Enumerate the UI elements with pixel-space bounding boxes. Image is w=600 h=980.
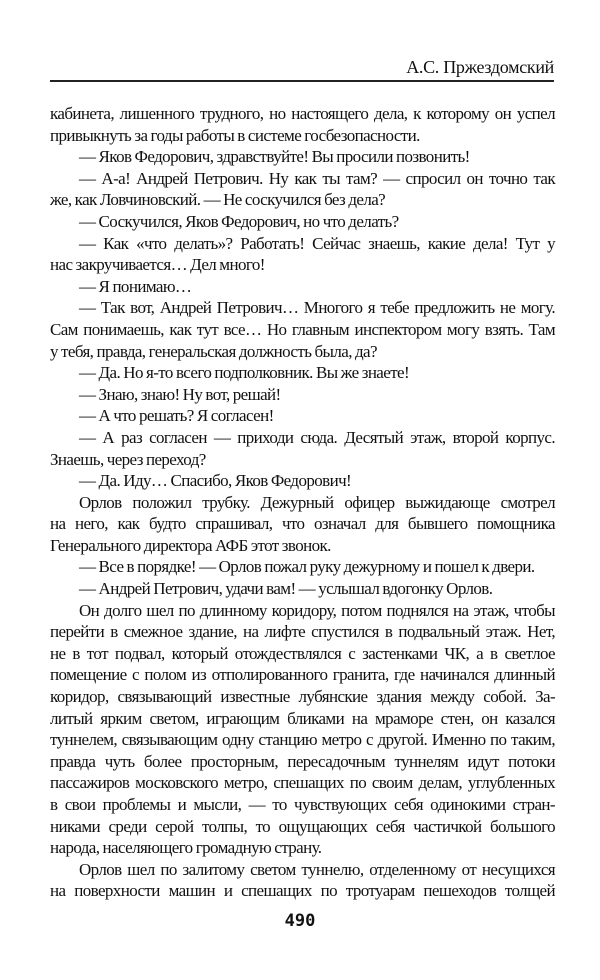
text-line: Сам понимаешь, как тут все… Но главным инспектором могу взять. Там	[50, 319, 555, 339]
text-line: привыкнуть за годы работы в системе госбезопасности.	[50, 125, 420, 145]
text-line: — Знаю, знаю! Ну вот, решай!	[79, 384, 281, 404]
text-line: на него, как будто спрашивал, что означал для бывшего помощника	[50, 514, 555, 534]
text-line: народа, населяющего громадную страну.	[50, 838, 322, 858]
text-line: же, как Ловчиновский. — Не соскучился без дела?	[50, 190, 386, 210]
text-line: — А раз согласен — приходи сюда. Десятый этаж, второй корпус.	[79, 427, 555, 447]
text-line: не в тот подвал, который отождествлялся с застенками ЧК, а в светлое	[50, 643, 555, 663]
text-line: — А-а! Андрей Петрович. Ну как ты там? — спросил он точно так	[79, 168, 555, 188]
text-line: — Так вот, Андрей Петрович… Многого я тебе предложить не могу.	[79, 298, 555, 318]
text-line: в свои проблемы и мысли, — то чувствующих себя одинокими стран-	[50, 795, 555, 814]
text-line: на поверхности машин и спешащих по тротуарам пешеходов толщей	[50, 881, 555, 901]
text-line: — Яков Федорович, здравствуйте! Вы просили позвонить!	[79, 147, 470, 167]
text-line: у тебя, правда, генеральская должность была, да?	[50, 341, 377, 361]
text-line: — Соскучился, Яков Федорович, но что делать?	[79, 211, 399, 231]
text-line: литый ярким светом, играющим бликами на мраморе стен, он казался	[50, 708, 555, 728]
text-line: Орлов положил трубку. Дежурный офицер выжидающе смотрел	[79, 492, 555, 512]
page-body-text	[50, 103, 555, 902]
text-line: Он долго шел по длинному коридору, потом поднялся на этаж, чтобы	[79, 600, 555, 620]
text-line: пассажиров московского метро, спешащих по своим делам, углубленных	[50, 773, 555, 793]
page-number: 490	[284, 910, 316, 931]
header-author: А.С. Пржездомский	[406, 57, 554, 77]
text-line: Знаешь, через переход?	[50, 449, 206, 469]
text-line: — Андрей Петрович, удачи вам! — услышал вдогонку Орлов.	[79, 579, 493, 599]
text-line: нас закручивается… Дел много!	[50, 255, 265, 275]
text-line: коридор, связывающий известные лубянские здания между собой. За-	[50, 687, 555, 707]
running-header	[50, 56, 554, 82]
text-line: Орлов шел по залитому светом туннелю, отделенному от несущихся	[79, 859, 555, 879]
text-line: никами среди серой толпы, то ощущающих себя частичкой большого	[50, 816, 555, 836]
text-line: — Я понимаю…	[79, 276, 192, 296]
text-line: — Все в порядке! — Орлов пожал руку дежурному и пошел к двери.	[79, 557, 535, 577]
text-line: — Да. Но я-то всего подполковник. Вы же знаете!	[79, 363, 410, 383]
text-line: кабинета, лишенного трудного, но настоящего дела, к которому он успел	[50, 104, 555, 123]
text-line: помещение с полом из отполированного гранита, где начинался длинный	[50, 665, 555, 685]
text-line: — Как «что делать»? Работать! Сейчас знаешь, какие дела! Тут у	[79, 233, 555, 253]
text-line: Генерального директора АФБ этот звонок.	[50, 535, 331, 555]
text-line: — Да. Иду… Спасибо, Яков Федорович!	[79, 471, 352, 491]
text-line: правда чуть более просторным, пересадочным туннелям идут потоки	[50, 751, 555, 771]
text-line: перейти в смежное здание, на лифте спустился в подвальный этаж. Нет,	[50, 622, 555, 642]
text-line: — А что решать? Я согласен!	[79, 406, 274, 426]
text-line: туннелем, связывающим одну станцию метро с другой. Именно по таким,	[50, 730, 555, 750]
